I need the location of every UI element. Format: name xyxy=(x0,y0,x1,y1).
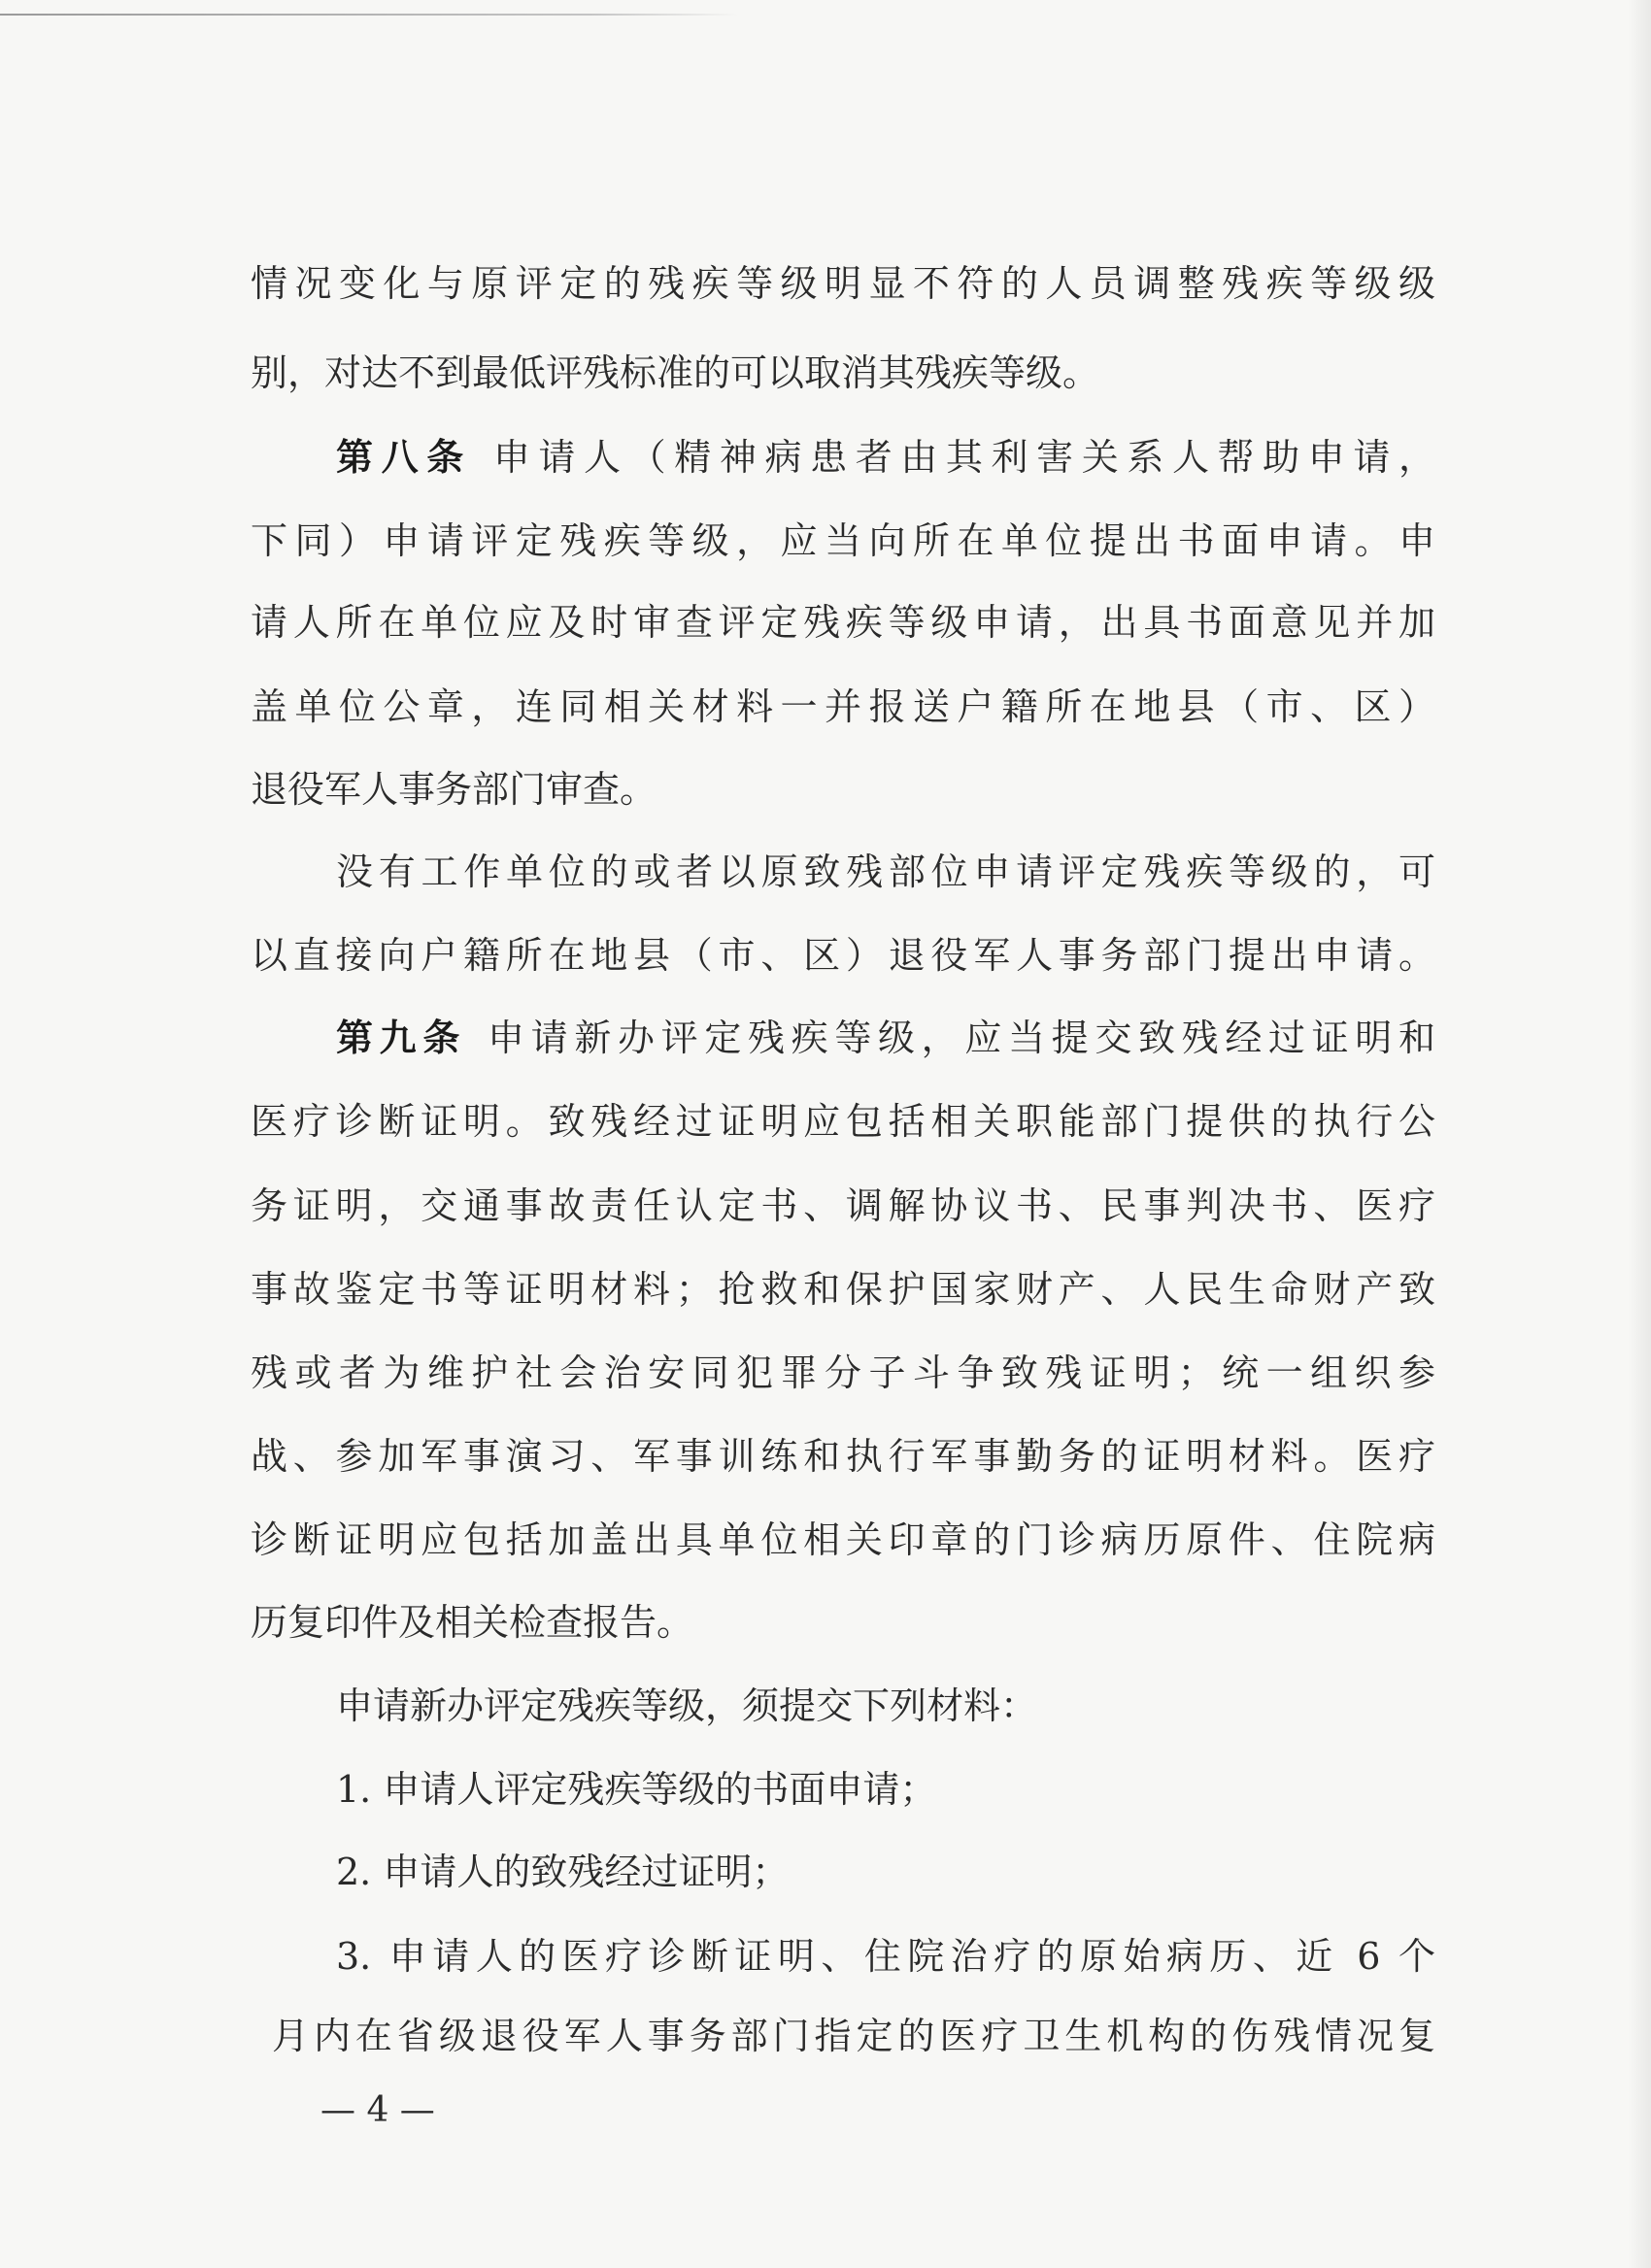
text-line: 事故鉴定书等证明材料；抢救和保护国家财产、人民生命财产致 xyxy=(251,1268,1435,1311)
text-line: 战、参加军事演习、军事训练和执行军事勤务的证明材料。医疗 xyxy=(251,1435,1435,1478)
text-line: 历复印件及相关检查报告。 xyxy=(251,1601,694,1644)
text-line: 务证明，交通事故责任认定书、调解协议书、民事判决书、医疗 xyxy=(251,1184,1435,1227)
top-edge-line xyxy=(0,14,738,16)
text-line: 盖单位公章，连同相关材料一并报送户籍所在地县（市、区） xyxy=(251,685,1435,728)
list-item: 2. 申请人的致残经过证明； xyxy=(336,1851,790,1893)
article-8-paragraph xyxy=(336,434,1435,481)
text-line: 退役军人事务部门审查。 xyxy=(251,768,657,811)
text-line: 申请人（精神病患者由其利害关系人帮助申请， xyxy=(492,436,1435,479)
article-9-paragraph xyxy=(336,1015,1435,1061)
text-line: 诊断证明应包括加盖出具单位相关印章的门诊病历原件、住院病 xyxy=(251,1518,1435,1561)
text-line: 医疗诊断证明。致残经过证明应包括相关职能部门提供的执行公 xyxy=(251,1100,1435,1143)
page-number: — 4 — xyxy=(320,2090,435,2130)
article-9-heading: 第九条 xyxy=(336,1017,466,1059)
list-item: 1. 申请人评定残疾等级的书面申请； xyxy=(336,1768,937,1811)
article-8-heading: 第八条 xyxy=(336,436,472,479)
text-line: 月内在省级退役军人事务部门指定的医疗卫生机构的伤残情况复 xyxy=(272,2015,1435,2057)
text-line: 别，对达不到最低评残标准的可以取消其残疾等级。 xyxy=(251,351,1100,394)
text-line: 没有工作单位的或者以原致残部位申请评定残疾等级的，可 xyxy=(336,850,1435,893)
text-line: 残或者为维护社会治安同犯罪分子斗争致残证明；统一组织参 xyxy=(251,1351,1435,1394)
text-line: 情况变化与原评定的残疾等级明显不符的人员调整残疾等级级 xyxy=(251,262,1435,305)
text-line: 申请新办评定残疾等级，应当提交致残经过证明和 xyxy=(488,1017,1435,1059)
materials-intro: 申请新办评定残疾等级，须提交下列材料： xyxy=(336,1684,1038,1727)
page-edge-shadow xyxy=(1628,0,1651,2268)
list-item: 3. 申请人的医疗诊断证明、住院治疗的原始病历、近 6 个 xyxy=(336,1935,1435,1978)
text-line: 以直接向户籍所在地县（市、区）退役军人事务部门提出申请。 xyxy=(251,934,1435,977)
text-line: 请人所在单位应及时审查评定残疾等级申请，出具书面意见并加 xyxy=(251,601,1435,644)
text-line: 下同）申请评定残疾等级，应当向所在单位提出书面申请。申 xyxy=(251,519,1435,562)
